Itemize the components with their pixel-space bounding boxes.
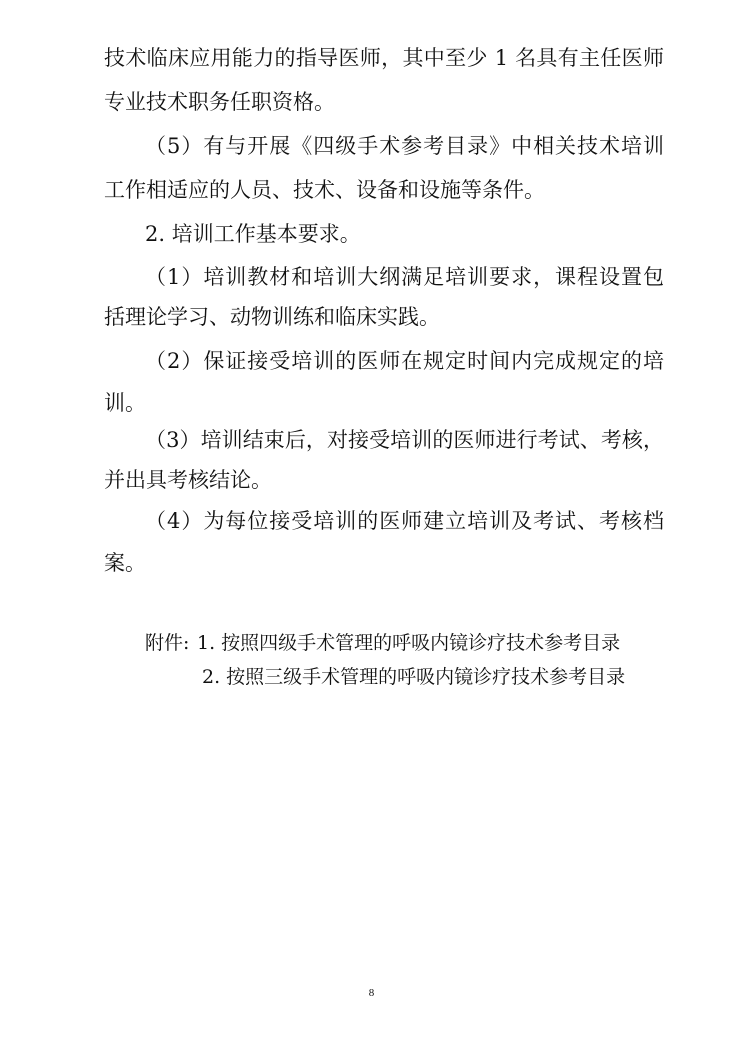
body-line: （2）保证接受培训的医师在规定时间内完成规定的培 bbox=[145, 349, 664, 373]
body-line: 工作相适应的人员、技术、设备和设施等条件。 bbox=[104, 178, 545, 202]
attachment-item: 1. 按照四级手术管理的呼吸内镜诊疗技术参考目录 bbox=[197, 632, 621, 654]
body-line: 括理论学习、动物训练和临床实践。 bbox=[104, 305, 440, 329]
attachment-label: 附件: bbox=[145, 632, 190, 654]
body-line: （1）培训教材和培训大纲满足培训要求，课程设置包 bbox=[145, 265, 664, 289]
body-line: （5）有与开展《四级手术参考目录》中相关技术培训 bbox=[145, 134, 664, 158]
body-line: 技术临床应用能力的指导医师，其中至少 1 名具有主任医师 bbox=[104, 46, 664, 70]
body-line: 案。 bbox=[104, 551, 146, 575]
body-line: 专业技术职务任职资格。 bbox=[104, 90, 335, 114]
section-heading: 2. 培训工作基本要求。 bbox=[145, 222, 361, 246]
attachment-item: 2. 按照三级手术管理的呼吸内镜诊疗技术参考目录 bbox=[202, 666, 626, 688]
page-number: 8 bbox=[368, 987, 375, 999]
body-line: （3）培训结束后，对接受培训的医师进行考试、考核， bbox=[145, 428, 664, 452]
body-line: （4）为每位接受培训的医师建立培训及考试、考核档 bbox=[145, 509, 664, 533]
body-line: 并出具考核结论。 bbox=[104, 468, 272, 492]
body-line: 训。 bbox=[104, 391, 146, 415]
